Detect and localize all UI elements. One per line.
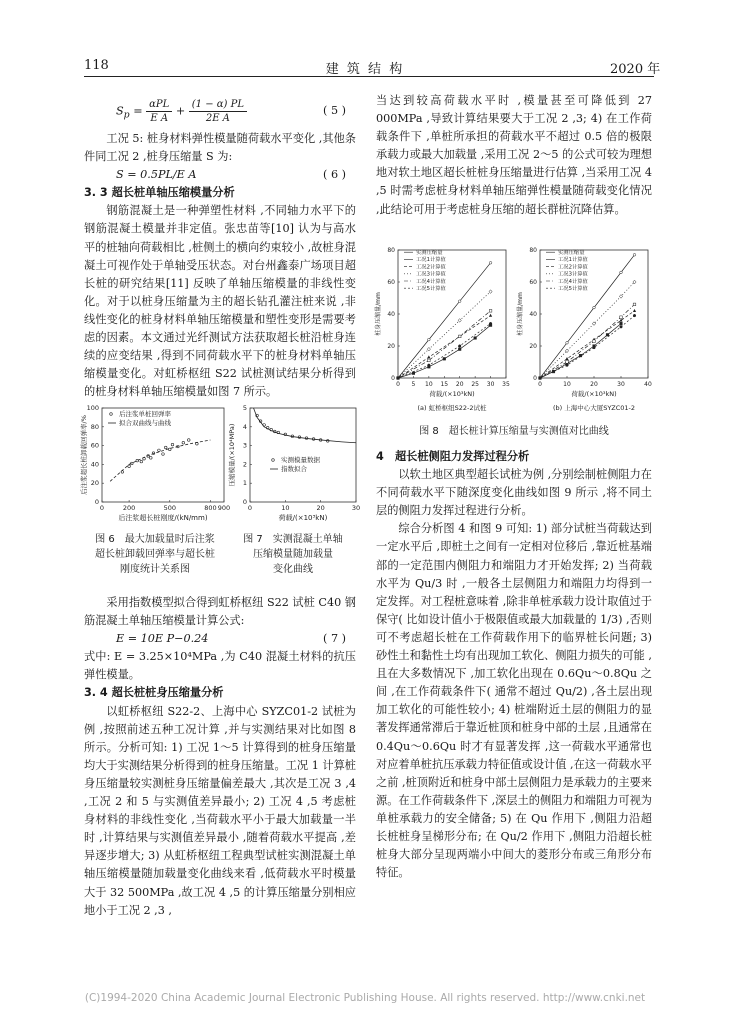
series-marker (539, 377, 542, 380)
x-tick-label: 20 (316, 504, 325, 512)
series-marker (458, 319, 461, 323)
series-line (398, 316, 491, 378)
legend-label: 工况1计算值 (416, 257, 446, 264)
legend-label: 后注浆单桩回弹率 (119, 410, 171, 418)
series-marker (620, 271, 623, 274)
y-tick-label: 20 (529, 343, 537, 350)
legend-label: 拟合双曲线与曲线 (119, 419, 171, 427)
y-tick-label: 20 (387, 343, 395, 350)
x-tick-label: 800 (204, 504, 217, 512)
series-marker (633, 314, 636, 317)
series-marker (427, 355, 430, 358)
figure-7-caption: 图 7 实测混凝土单轴 压缩模量随加载量 变化曲线 (243, 534, 343, 575)
legend-label: 工况5计算值 (558, 286, 588, 292)
paragraph-3-4-continued: 当达到较高荷载水平时 ,模量甚至可降低到 27 000MPa ,导致计算结果要大于工况 2 ,3; 4) 在工作荷载条件下 ,单桩所承担的荷载水平不超过 0.5 倍的极限承载力或最大加载量 ,采用工况 2～5 的公式可较为理想地对软土地区超长桩桩身压缩量进行估算 ,当采用工况 4 ,5 时需考虑桩身材料单轴压缩弹性模量随荷载变化情况 ,此结论可用于考虑桩身压缩的超长群桩沉降估算。 (376, 94, 652, 216)
series-marker (489, 314, 492, 317)
equation-5: $S_p$ = $\frac{\text{αPL}}{\text{E A}}$ + $\frac{(1 - \alpha) PL}{\text{2E A}}$ ( 5 ) (116, 98, 346, 124)
section-3-3-heading: 3. 3 超长桩单轴压缩模量分析 (84, 186, 235, 200)
series-marker (593, 340, 596, 343)
legend-label: 实测压缩量 (558, 250, 585, 256)
chart-subtitle: (b) 上海中心大厦SYZC01-2 (552, 404, 636, 412)
legend-label: 工况2计算值 (416, 264, 446, 271)
series-marker (633, 303, 636, 306)
x-tick-label: 900 (217, 504, 231, 512)
data-point (128, 465, 131, 468)
series-marker (489, 310, 492, 313)
data-point (140, 460, 143, 463)
paragraph-3-4: 以虹桥枢纽 S22-2、上海中心 SYZC01-2 试桩为例 ,按照前述五种工况计算 ,并与实测结果对比如图 8 所示。分析可知: 1) 工况 1～5 计算得到的桩身压缩量均大于实测结果分析得到的桩身压缩量。工况 1 计算桩身压缩量较实测桩身压缩量偏差最大 ,其次是工况 3 ,4 ,工况 2 和 5 与实测值差异最小; 2) 工况 4 ,5 考虑桩身材料的非线性变化 ,当荷载水平小于最大加载量一半时 ,计算结果与实测值差异最小 ,随着荷载水平提高 ,差异逐步增大; 3) 从虹桥枢纽工程典型试桩实测混凝土单轴压缩模量随加载量变化曲线来看 ,低荷载水平时模量大于 32 500MPa ,故工况 4 ,5 的计算压缩量分别相应地小于工况 2 ,3 , (84, 704, 356, 917)
x-axis-label: 荷载/(×10³kN) (429, 390, 475, 398)
legend-label: 工况5计算值 (416, 286, 446, 292)
legend-label: 实测模量数据 (281, 456, 320, 464)
y-tick-label: 60 (90, 441, 99, 450)
legend-label: 工况1计算值 (558, 257, 588, 264)
series-marker (593, 306, 596, 309)
x-tick-label: 40 (644, 381, 652, 388)
legend-label: 指数拟合 (281, 465, 307, 473)
legend-label: 工况3计算值 (416, 271, 446, 278)
fit-curve (254, 408, 356, 443)
y-tick-label: 2 (242, 460, 247, 469)
series-marker (633, 254, 636, 257)
y-tick-label: 40 (529, 311, 537, 318)
x-tick-label: 15 (440, 381, 449, 388)
x-tick-label: 0 (396, 381, 400, 388)
plot-frame (540, 250, 648, 378)
series-marker (458, 348, 461, 351)
series-marker (566, 342, 569, 345)
legend-label: 工况4计算值 (558, 278, 588, 285)
x-tick-label: 10 (563, 381, 571, 388)
series-marker (489, 322, 492, 325)
y-tick-label: 0 (242, 498, 247, 506)
series-marker (619, 319, 622, 322)
y-tick-label: 60 (529, 279, 537, 286)
data-point (158, 449, 161, 452)
section-4-heading: 4 超长桩侧阻力发挥过程分析 (376, 450, 530, 463)
series-line (540, 324, 621, 378)
y-tick-label: 1 (242, 479, 247, 488)
data-point (164, 446, 167, 449)
y-tick-label: 5 (242, 404, 247, 412)
series-marker (620, 316, 623, 319)
paragraph-3-3c: 式中: E = 3.25×10⁴MPa ,为 C40 混凝土材料的抗压弹性模量。 (84, 650, 356, 682)
data-point (182, 441, 185, 444)
figure-6-caption: 图 6 最大加载量时后注浆 超长桩卸载回弹率与超长桩 刚度统计关系图 (95, 534, 215, 575)
x-tick-label: 0 (538, 381, 542, 388)
paragraph-4a: 以软土地区典型超长试桩为例 ,分别绘制桩侧阻力在不同荷载水平下随深度变化曲线如图 9 所示 ,将不同土层的侧阻力发挥过程进行分析。 (376, 468, 652, 518)
legend-label: 实测压缩量 (416, 250, 443, 256)
series-marker (593, 346, 596, 349)
y-tick-label: 60 (387, 279, 395, 286)
figure-6-chart (78, 402, 231, 534)
y-tick-label: 3 (242, 441, 247, 450)
series-line (540, 304, 635, 378)
series-marker (566, 364, 569, 367)
x-tick-label: 500 (163, 504, 176, 512)
legend-marker (110, 413, 113, 416)
series-line (398, 324, 491, 378)
legend-label: 工况4计算值 (416, 278, 446, 285)
y-tick-label: 0 (391, 375, 395, 382)
series-marker (428, 359, 431, 362)
y-tick-label: 0 (533, 375, 537, 382)
paragraph-case5: 工况 5: 桩身材料弹性模量随荷载水平变化 ,其他条件同工况 2 ,桩身压缩量 S 为: (84, 132, 356, 164)
series-marker (552, 370, 555, 373)
series-marker (428, 338, 431, 341)
series-marker (428, 364, 431, 367)
series-marker (412, 372, 415, 375)
series-marker (427, 347, 430, 351)
y-axis-label: 后注浆超长桩卸载回弹率/% (80, 415, 88, 495)
y-axis-label: 桩身压缩量/mm (375, 292, 382, 336)
paragraph-3-3a: 钢筋混凝土是一种弹塑性材料 ,不同轴力水平下的钢筋混凝土模量并非定值。张忠苗等[10] 认为与高水平的桩轴向荷载相比 ,桩侧土的横向约束较小 ,故桩身混凝土可视作处于单轴受压状态。对台州鑫泰广场项目超长桩的研究结果[11] 反映了单轴压缩模量的非线性变化。对于以桩身压缩量为主的超长钻孔灌注桩来说 ,非线性变化的桩身材料单轴压缩模量和塑性变形是需要考虑的因素。本文通过光纤测试方法获取超长桩沿桩身连续的应变结果 ,得到不同荷载水平下的桩身材料单轴压缩模量变化。对虹桥枢纽 S22 试桩测试结果分析得到的桩身材料单轴压缩模量如图 7 所示。 (84, 204, 356, 399)
paragraph-3-3b: 采用指数模型拟合得到虹桥枢纽 S22 试桩 C40 钢筋混凝土单轴压缩模量计算公式: (84, 596, 356, 628)
left-column-bottom (84, 594, 356, 920)
series-marker (397, 377, 400, 380)
x-tick-label: 10 (425, 381, 433, 388)
section-3-4-heading: 3. 4 超长桩桩身压缩量分析 (84, 686, 224, 700)
series-marker (566, 361, 569, 364)
series-marker (489, 262, 492, 265)
series-marker (458, 300, 461, 303)
y-tick-label: 100 (86, 404, 99, 412)
y-tick-label: 80 (90, 422, 99, 431)
x-tick-label: 200 (122, 504, 136, 512)
data-point (187, 439, 190, 442)
data-point (162, 453, 165, 456)
x-tick-label: 30 (486, 381, 495, 388)
series-line (398, 292, 491, 378)
y-tick-label: 0 (94, 498, 99, 506)
figure-8-caption: 图 8 超长桩计算压缩量与实测值对比曲线 (419, 426, 609, 437)
header-rule (84, 76, 654, 77)
x-tick-label: 25 (471, 381, 479, 388)
figure-8b-chart (514, 244, 654, 420)
series-marker (458, 335, 461, 338)
x-tick-label: 30 (351, 504, 361, 512)
data-point (171, 443, 174, 446)
copyright-footer: (C)1994-2020 China Academic Journal Electronic Publishing House. All rights reserved. http://www.cnki.net (84, 992, 646, 1004)
series-marker (565, 357, 568, 360)
x-tick-label: 5 (411, 381, 416, 388)
y-tick-label: 20 (90, 479, 99, 488)
x-tick-label: 20 (455, 381, 464, 388)
data-point (150, 457, 153, 460)
legend-label: 工况2计算值 (558, 264, 588, 271)
x-tick-label: 30 (617, 381, 625, 388)
series-marker (606, 334, 609, 337)
y-tick-label: 40 (90, 460, 99, 469)
x-tick-label: 20 (590, 381, 598, 388)
equation-7: E = 10E P−0.24 ( 7 ) (116, 632, 346, 646)
x-tick-label: 10 (281, 504, 290, 512)
figure-8a-chart (372, 244, 512, 420)
x-tick-label: 0 (99, 504, 105, 512)
fit-curve (110, 440, 210, 481)
x-axis-label: 荷载/(×10³kN) (278, 514, 328, 522)
x-axis-label: 荷载/(×10³kN) (571, 390, 617, 398)
series-marker (489, 290, 492, 294)
figure-7-chart (226, 402, 361, 534)
chart-subtitle: (a) 虹桥枢纽S22-2试桩 (417, 404, 487, 412)
page-number: 118 (84, 58, 109, 73)
paragraph-4b: 综合分析图 4 和图 9 可知: 1) 部分试桩当荷载达到一定水平后 ,即桩土之间有一定相对位移后 ,靠近桩基端部的一定范围内侧阻力和端阻力才开始发挥; 2) 当荷载水平为 Qu/3 时 ,一般各土层侧阻力和端阻力均得到一定发挥。对工程桩意味着 ,除非单桩承载力设计取值过于保守( 比如设计值小于极限值或最大加载量的 1/3) ,否则可不考虑超长桩在工作荷载作用下的临界桩长问题; 3) 砂性土和黏性土均有出现加工软化、侧阻力损失的可能 ,且在大多数情况下 ,加工软化出现在 0.6Qu～0.8Qu 之间 ,在工作荷载条件下( 通常不超过 Qu/2) ,各土层出现加工软化的可能性较小; 4) 桩端附近土层的侧阻力的显著发挥通常滞后于靠近桩顶和桩身中部的土层 ,且通常在 0.4Qu～0.6Qu 时才有显著发挥 ,这一荷载水平通常也对应着单桩抗压承载力特征值或设计值 ,在这一荷载水平之前 ,桩顶附近和桩身中部土层侧阻力是承载力的主要来源。在工作荷载条件下 ,深层土的侧阻力和端阻力可视为单桩承载力的安全储备; 5) 在 Qu 作用下 ,侧阻力沿超长桩桩身呈梯形分布; 在 Qu/2 作用下 ,侧阻力沿超长桩桩身大部分呈现两端小中间大的菱形分布或三角形分布特征。 (376, 522, 652, 880)
y-tick-label: 80 (529, 247, 537, 254)
y-axis-label: 压缩模量/(×10⁴MPa) (228, 423, 236, 487)
journal-title: 建 筑 结 构 (325, 62, 405, 77)
x-tick-label: 0 (247, 504, 253, 512)
legend-label: 工况3计算值 (558, 271, 588, 278)
y-tick-label: 80 (387, 247, 395, 254)
right-column-top (376, 92, 652, 219)
left-column-top (84, 92, 356, 401)
x-axis-label: 后注浆超长桩刚度/(kN/mm) (118, 514, 208, 522)
equation-6: S = 0.5PL/E A ( 6 ) (116, 168, 346, 182)
series-marker (633, 280, 636, 284)
series-marker (620, 326, 623, 329)
right-column-bottom (376, 448, 652, 882)
legend-marker (272, 459, 275, 462)
series-marker (619, 295, 622, 299)
series-marker (474, 337, 477, 340)
y-tick-label: 40 (387, 311, 395, 318)
x-tick-label: 35 (502, 381, 510, 388)
series-marker (633, 309, 636, 312)
series-marker (458, 345, 461, 348)
y-tick-label: 4 (242, 422, 247, 431)
y-axis-label: 桩身压缩量/mm (517, 292, 524, 336)
publication-year: 2020 年 (610, 62, 661, 77)
plot-frame (250, 408, 356, 502)
series-marker (443, 358, 446, 361)
plot-frame (398, 250, 506, 378)
series-marker (620, 322, 623, 325)
